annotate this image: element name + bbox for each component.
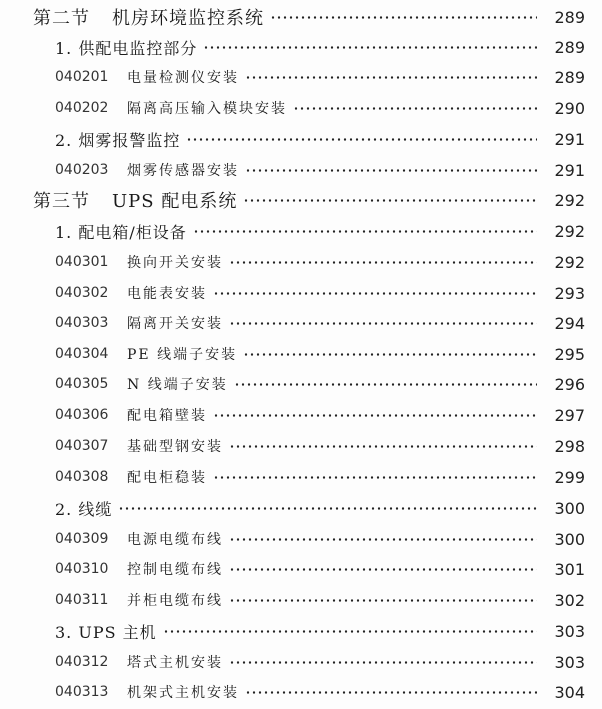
item-title: N 线端子安装 xyxy=(127,377,228,393)
item-title: 塔式主机安装 xyxy=(127,655,223,671)
page-number: 303 xyxy=(554,621,585,641)
leader-dots xyxy=(213,414,537,417)
subsection-title: 2. 线缆 xyxy=(55,499,113,519)
toc-item-row[interactable] xyxy=(0,585,602,615)
toc-item-row[interactable] xyxy=(0,308,602,338)
subsection-title: 3. UPS 主机 xyxy=(55,622,157,642)
item-code: 040302 xyxy=(55,285,109,301)
page-number: 293 xyxy=(554,283,585,303)
section-number: 第二节 xyxy=(33,8,90,29)
leader-dots xyxy=(229,599,537,602)
leader-dots xyxy=(229,568,537,571)
item-code: 040203 xyxy=(55,162,109,178)
item-code: 040303 xyxy=(55,315,109,331)
toc-item-row[interactable] xyxy=(0,554,602,584)
toc-item-row[interactable] xyxy=(0,647,602,677)
toc-item-row[interactable] xyxy=(0,278,602,308)
toc-item-row[interactable] xyxy=(0,369,602,399)
leader-dots xyxy=(245,76,537,79)
subsection-title: 1. 配电箱/柜设备 xyxy=(55,222,187,242)
leader-dots xyxy=(213,476,537,479)
toc-item-row[interactable] xyxy=(0,431,602,461)
leader-dots xyxy=(163,630,537,633)
toc-item-row[interactable] xyxy=(0,400,602,430)
leader-dots xyxy=(243,353,537,356)
item-title: 隔离开关安装 xyxy=(127,316,223,332)
item-code: 040202 xyxy=(55,100,109,116)
item-code: 040201 xyxy=(55,69,109,85)
leader-dots xyxy=(193,230,537,233)
toc-subsection-row[interactable] xyxy=(0,216,602,246)
item-title: 换向开关安装 xyxy=(127,255,223,271)
leader-dots xyxy=(245,169,537,172)
item-code: 040311 xyxy=(55,592,109,608)
item-title: 隔离高压输入模块安装 xyxy=(127,101,287,117)
item-title: 控制电缆布线 xyxy=(127,562,223,578)
item-code: 040313 xyxy=(55,684,109,700)
leader-dots xyxy=(234,383,537,386)
toc-item-row[interactable] xyxy=(0,524,602,554)
item-code: 040308 xyxy=(55,469,109,485)
item-title: PE 线端子安装 xyxy=(127,347,238,363)
page-number: 296 xyxy=(554,374,585,394)
toc-subsection-row[interactable] xyxy=(0,616,602,646)
leader-dots xyxy=(270,16,537,19)
section-number: 第三节 xyxy=(33,191,90,212)
page-number: 289 xyxy=(554,67,585,87)
toc-item-row[interactable] xyxy=(0,462,602,492)
toc-item-row[interactable] xyxy=(0,247,602,277)
item-title: 配电箱壁装 xyxy=(127,408,207,424)
item-title: 电能表安装 xyxy=(127,286,207,302)
leader-dots xyxy=(213,292,537,295)
toc-item-row[interactable] xyxy=(0,62,602,92)
toc-item-row[interactable] xyxy=(0,93,602,123)
page-number: 290 xyxy=(554,98,585,118)
item-title: 烟雾传感器安装 xyxy=(127,163,239,179)
page-number: 294 xyxy=(554,313,585,333)
toc-item-row[interactable] xyxy=(0,155,602,185)
leader-dots xyxy=(245,691,537,694)
item-code: 040310 xyxy=(55,561,109,577)
page-number: 289 xyxy=(554,7,585,27)
page-number: 289 xyxy=(554,37,585,57)
toc-subsection-row[interactable] xyxy=(0,124,602,154)
leader-dots xyxy=(229,261,537,264)
toc-item-row[interactable] xyxy=(0,339,602,369)
page-number: 291 xyxy=(554,160,585,180)
toc-item-row[interactable] xyxy=(0,677,602,707)
leader-dots xyxy=(118,507,537,510)
section-title: UPS 配电系统 xyxy=(112,191,238,212)
page-number: 300 xyxy=(554,529,585,549)
leader-dots xyxy=(229,445,537,448)
toc-subsection-row[interactable] xyxy=(0,493,602,523)
leader-dots xyxy=(229,538,537,541)
item-code: 040312 xyxy=(55,654,109,670)
page-number: 292 xyxy=(554,252,585,272)
item-title: 基础型钢安装 xyxy=(127,439,223,455)
leader-dots xyxy=(186,138,537,141)
item-code: 040305 xyxy=(55,376,109,392)
page-number: 304 xyxy=(554,682,585,702)
page-number: 300 xyxy=(554,498,585,518)
leader-dots xyxy=(229,661,537,664)
item-code: 040304 xyxy=(55,346,109,362)
page-number: 299 xyxy=(554,467,585,487)
page-number: 303 xyxy=(554,652,585,672)
toc-section-row[interactable] xyxy=(0,185,602,215)
section-title: 机房环境监控系统 xyxy=(112,8,264,29)
item-title: 电量检测仪安装 xyxy=(127,70,239,86)
page-number: 301 xyxy=(554,559,585,579)
page-number: 298 xyxy=(554,436,585,456)
page-number: 292 xyxy=(554,221,585,241)
subsection-title: 2. 烟雾报警监控 xyxy=(55,130,181,150)
leader-dots xyxy=(243,199,537,202)
page-number: 302 xyxy=(554,590,585,610)
leader-dots xyxy=(203,46,537,49)
page-number: 292 xyxy=(554,190,585,210)
subsection-title: 1. 供配电监控部分 xyxy=(55,38,198,58)
item-code: 040301 xyxy=(55,254,109,270)
item-title: 并柜电缆布线 xyxy=(127,593,223,609)
page-number: 297 xyxy=(554,405,585,425)
item-title: 配电柜稳装 xyxy=(127,470,207,486)
item-title: 机架式主机安装 xyxy=(127,685,239,701)
page-number: 295 xyxy=(554,344,585,364)
page-number: 291 xyxy=(554,129,585,149)
toc-section-row[interactable] xyxy=(0,2,602,32)
item-title: 电源电缆布线 xyxy=(127,532,223,548)
leader-dots xyxy=(229,322,537,325)
leader-dots xyxy=(293,107,537,110)
item-code: 040309 xyxy=(55,531,109,547)
item-code: 040307 xyxy=(55,438,109,454)
item-code: 040306 xyxy=(55,407,109,423)
toc-subsection-row[interactable] xyxy=(0,32,602,62)
